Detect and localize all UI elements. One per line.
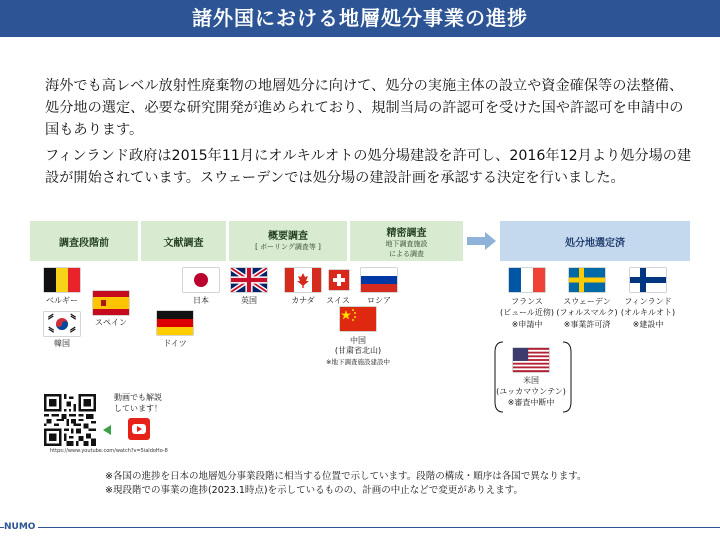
us-status: ※審査中断中 [507, 398, 555, 407]
footnote-2: ※現段階での事業の進捗(2023.1時点)を示しているものの、計画の中止などで変更がありえます。 [105, 485, 523, 496]
japan-flag-icon [183, 268, 219, 292]
switzerland-flag-icon [329, 270, 349, 290]
video-url-link[interactable]: https://www.youtube.com/watch?v=5ialdoHo-8 [50, 448, 168, 454]
finland-site-label: (オルキルオト) [620, 308, 676, 317]
china-site-label: (甘粛省北山) [334, 346, 382, 355]
youtube-play-icon[interactable] [128, 418, 150, 440]
sweden-label: スウェーデン [563, 297, 611, 306]
japan-label: 日本 [193, 296, 209, 305]
russia-label: ロシア [367, 296, 391, 305]
arrow-right-icon [467, 231, 497, 251]
canada-flag-icon [285, 268, 321, 292]
sweden-status: ※事業許可済 [563, 320, 611, 329]
france-site-label: (ビュール近傍) [499, 308, 555, 317]
belgium-flag-icon [44, 268, 80, 292]
triangle-left-icon [103, 425, 111, 435]
footer-divider [0, 527, 720, 528]
spain-flag-icon [93, 291, 129, 315]
china-flag-icon [340, 307, 376, 331]
page-title: 諸外国における地層処分事業の進捗 [0, 0, 720, 37]
stage-preliminary-survey-label: 概要調査 [268, 231, 308, 242]
video-caption-line2: しています！ [114, 404, 162, 413]
russia-flag-icon [361, 268, 397, 292]
china-status-note: ※地下調査施設建設中 [326, 358, 390, 366]
stage-preliminary-survey-sub-text: ボーリング調査等 [260, 243, 316, 251]
stage-detailed-survey-sub1: 地下調査施設 [385, 240, 428, 248]
stage-preliminary-survey [229, 221, 347, 261]
korea-flag-icon [44, 312, 80, 336]
qr-code-icon[interactable] [44, 394, 96, 446]
footnote-1: ※各国の進捗を日本の地層処分事業段階に相当する位置で示しています。段階の構成・順序は各国で異なります。 [105, 471, 587, 482]
us-label: 米国 [523, 376, 539, 385]
uk-label: 英国 [241, 296, 257, 305]
stage-preliminary-survey-sub: [ ボーリング調査等 ] [255, 243, 321, 251]
korea-label: 韓国 [54, 339, 70, 348]
canada-label: カナダ [291, 296, 315, 305]
us-site-label: (ユッカマウンテン) [496, 387, 566, 396]
spain-label: スペイン [95, 318, 127, 327]
switzerland-label: スイス [326, 296, 350, 305]
sweden-site-label: (フォルスマルク) [556, 308, 618, 317]
sweden-flag-icon [569, 268, 605, 292]
germany-flag-icon [157, 311, 193, 335]
finland-sweden-paragraph: フィンランド政府は2015年11月にオルキルオトの処分場建設を許可し、2016年12月より処分場の建設が開始されています。スウェーデンでは処分場の建設計画を承認する決定を行いました。 [45, 148, 692, 186]
uk-flag-icon [231, 268, 267, 292]
china-label: 中国 [350, 336, 366, 345]
belgium-label: ベルギー [46, 296, 78, 305]
stage-pre-survey-label: 調査段階前 [59, 238, 109, 249]
france-label: フランス [511, 297, 543, 306]
stage-literature-survey-label: 文献調査 [163, 238, 204, 249]
stage-site-selected [500, 221, 690, 261]
finland-flag-icon [630, 268, 666, 292]
germany-label: ドイツ [163, 339, 187, 348]
intro-paragraph: 海外でも高レベル放射性廃棄物の地層処分に向けて、処分の実施主体の設立や資金確保等の法整備、処分地の選定、必要な研究開発が進められており、規制当局の許認可を受けた国や許認可を申請中の国もあります。 [45, 78, 684, 138]
stage-pre-survey [30, 221, 138, 261]
stage-detailed-survey-sub2: による調査 [389, 250, 424, 258]
stage-detailed-survey-label: 精密調査 [386, 228, 427, 239]
numo-logo: NUMO [4, 522, 38, 532]
video-caption [114, 392, 162, 414]
stage-site-selected-label: 処分地選定済 [565, 238, 625, 249]
finland-label: フィンランド [624, 297, 672, 306]
stage-literature-survey [141, 221, 226, 261]
france-flag-icon [509, 268, 545, 292]
stage-detailed-survey [350, 221, 463, 261]
france-status: ※申請中 [511, 320, 543, 329]
finland-status: ※建設中 [632, 320, 664, 329]
video-caption-line1: 動画でも解説 [114, 393, 162, 402]
us-flag-icon [513, 348, 549, 372]
